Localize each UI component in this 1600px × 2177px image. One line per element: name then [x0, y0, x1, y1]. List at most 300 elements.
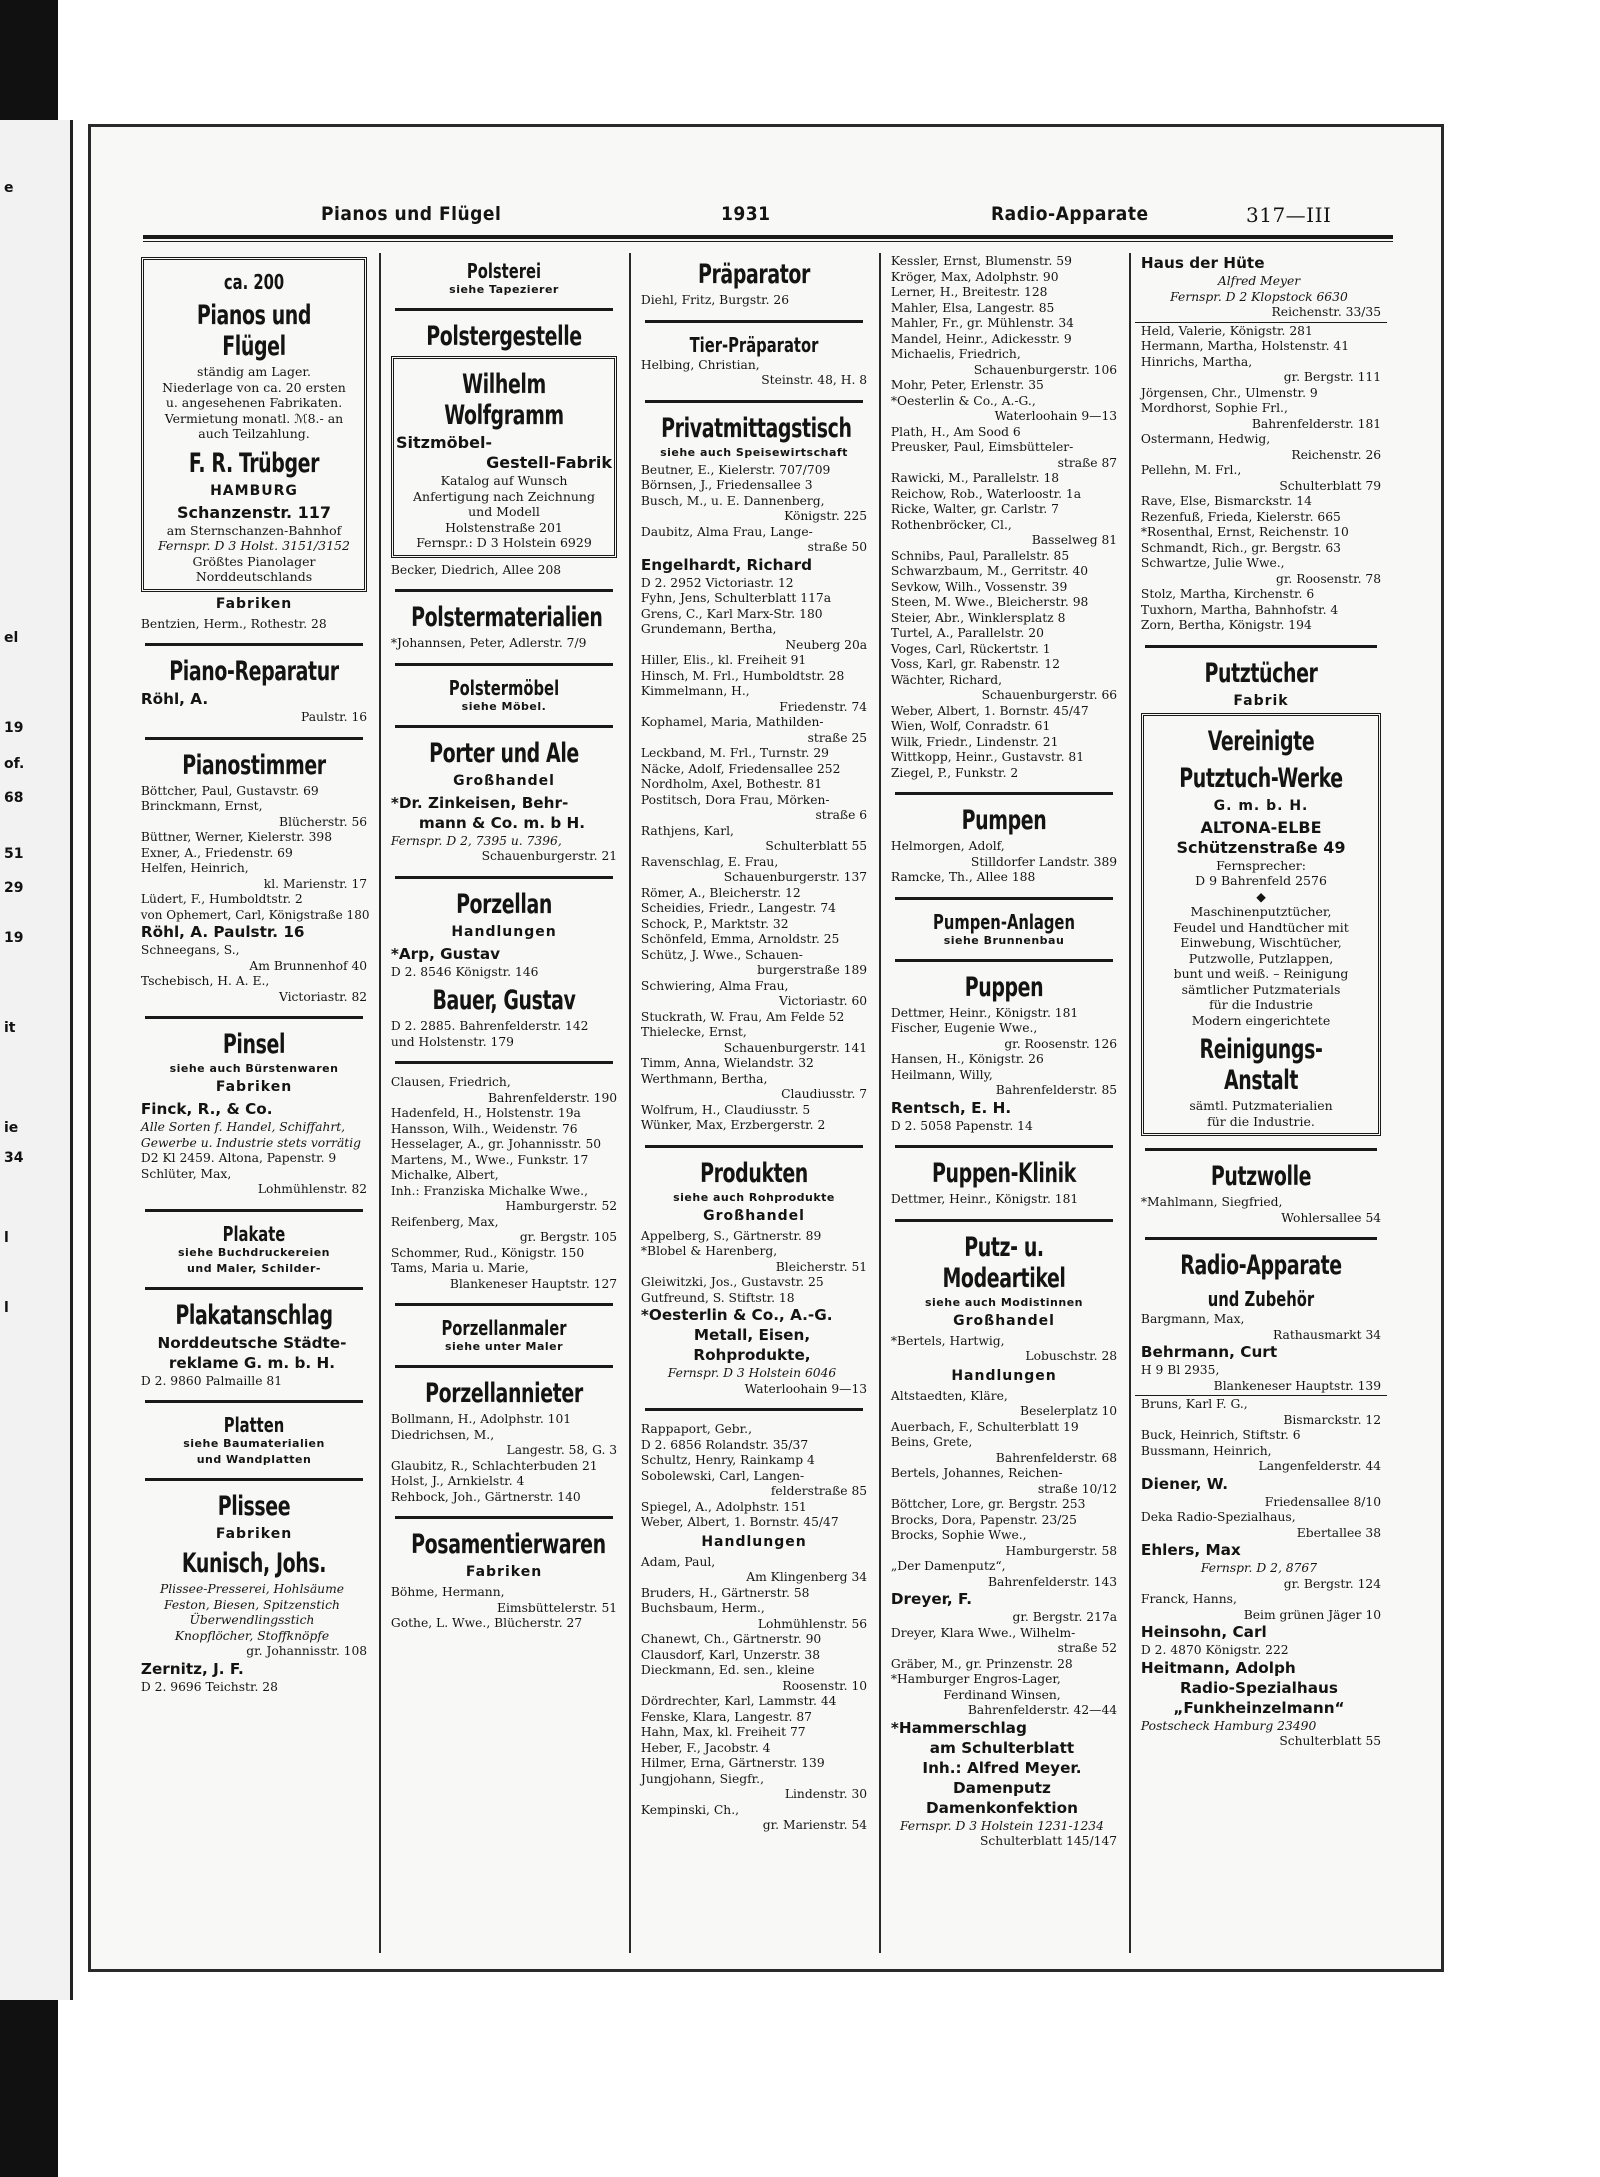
entry-line: Wohlersallee 54 [1281, 1209, 1382, 1225]
advert-line: Maschinenputztücher, [1190, 904, 1332, 919]
entry-line: Beutner, E., Kielerstr. 707/709 [640, 461, 831, 477]
section-label: Großhandel [453, 772, 555, 789]
entry-line: Rehbock, Joh., Gärtnerstr. 140 [390, 1488, 581, 1504]
entry-line: Feston, Biesen, Spitzenstich [164, 1596, 340, 1612]
entry-line: D 2. 9860 Palmaille 81 [140, 1372, 283, 1388]
entry-line: Martens, M., Wwe., Funkstr. 17 [390, 1151, 589, 1167]
bold-entry: *Dr. Zinkeisen, Behr- [390, 793, 569, 812]
rule [145, 1209, 363, 1212]
entry-line: Brocks, Dora, Papenstr. 23/25 [890, 1511, 1077, 1527]
entry-line: Schauenburgerstr. 137 [723, 869, 868, 884]
bold-entry: Inh.: Alfred Meyer. [922, 1758, 1082, 1777]
entry-line: Beins, Grete, [890, 1434, 973, 1449]
advert-line: ca. 200 [223, 270, 285, 294]
entry-line: Schommer, Rud., Königstr. 150 [390, 1244, 585, 1260]
category-heading: Porter und Ale [429, 737, 579, 769]
cross-reference: siehe unter Maler [444, 1340, 564, 1353]
rule [145, 1016, 363, 1019]
entry-line: Fernspr. D 2, 7395 u. 7396, [390, 832, 562, 848]
category-heading: Posamentierwaren [411, 1529, 606, 1560]
entry-line: Wilk, Friedr., Lindenstr. 21 [890, 733, 1059, 749]
bold-entry: *Oesterlin & Co., A.-G. [640, 1306, 833, 1324]
column-4 [885, 253, 1123, 1953]
entry-line: Schauenburgerstr. 141 [723, 1039, 868, 1055]
entry-line: Altstaedten, Kläre, [890, 1387, 1008, 1403]
bold-entry: Radio-Spezialhaus [1180, 1678, 1338, 1697]
entry-line: Rezenfuß, Frieda, Kielerstr. 665 [1140, 508, 1341, 524]
running-header [141, 203, 1391, 233]
rule [645, 400, 863, 403]
category-heading: Porzellannieter [425, 1378, 583, 1409]
facing-page-fragment: it [4, 1020, 16, 1036]
entry-line: Gewerbe u. Industrie stets vorrätig [140, 1134, 362, 1150]
entry-line: gr. Bergstr. 217a [1012, 1609, 1118, 1624]
entry-line: Fenske, Klara, Langestr. 87 [640, 1708, 812, 1724]
entry-line: Roosenstr. 10 [782, 1677, 868, 1693]
entry-line: Bahrenfelderstr. 190 [487, 1089, 618, 1105]
category-subheading: Porzellanmaler [441, 1316, 567, 1340]
advert-line: Schanzenstr. 117 [177, 502, 331, 522]
bold-entry: reklame G. m. b. H. [168, 1353, 336, 1372]
advert-line: Putzwolle, Putzlappen, [1188, 950, 1334, 966]
entry-line: straße 10/12 [1037, 1480, 1118, 1496]
entry-line: *Oesterlin & Co., A.-G., [890, 392, 1036, 408]
entry-line: Schulterblatt 145/147 [980, 1833, 1118, 1848]
entry-line: Ravenschlag, E. Frau, [640, 853, 779, 869]
entry-line: Timm, Anna, Wielandstr. 32 [640, 1055, 814, 1070]
cross-reference: siehe Buchdruckereien [177, 1245, 331, 1259]
header-rule-thin [143, 241, 1393, 242]
cross-reference: und Wandplatten [196, 1453, 312, 1466]
category-subheading: und Zubehör [1207, 1287, 1315, 1311]
column-2 [385, 253, 623, 1953]
entry-line: Schulterblatt 55 [1279, 1733, 1382, 1748]
entry-line: Tams, Maria u. Marie, [390, 1260, 529, 1275]
advert-line: ständig am Lager. [197, 364, 311, 379]
entry-line: Rawicki, M., Parallelstr. 18 [890, 470, 1060, 485]
column-5 [1135, 253, 1387, 1953]
bold-entry: Engelhardt, Richard [640, 555, 813, 574]
entry-line: Neuberg 20a [785, 636, 868, 652]
entry-line: Bahrenfelderstr. 42—44 [967, 1702, 1118, 1717]
entry-line: Dreyer, Klara Wwe., Wilhelm- [890, 1624, 1076, 1640]
rule [395, 308, 613, 311]
entry-line: Bollmann, H., Adolphstr. 101 [390, 1411, 572, 1426]
advert-line: und Modell [468, 504, 540, 519]
column-rule [379, 253, 381, 1953]
rule [645, 1408, 863, 1411]
page-number: 317—III [1246, 203, 1332, 227]
section-label: Fabriken [215, 1526, 293, 1542]
advertisement-box [1141, 713, 1381, 1137]
entry-line: Hansson, Wilh., Weidenstr. 76 [390, 1120, 578, 1136]
entry-line: Steier, Abr., Winklersplatz 8 [890, 609, 1066, 625]
entry-line: Bismarckstr. 12 [1283, 1411, 1382, 1427]
entry-line: Ostermann, Hedwig, [1140, 431, 1271, 446]
entry-line: Mahler, Fr., gr. Mühlenstr. 34 [890, 315, 1074, 330]
entry-line: Bleicherstr. 51 [775, 1258, 868, 1274]
entry-line: Friedensallee 8/10 [1264, 1493, 1382, 1509]
rule [395, 725, 613, 728]
entry-line: Kempinski, Ch., [640, 1801, 740, 1817]
entry-line: D 2. 8546 Königstr. 146 [390, 963, 539, 979]
advert-line: auch Teilzahlung. [198, 426, 310, 441]
entry-line: Turtel, A., Parallelstr. 20 [890, 625, 1044, 640]
category-heading: Radio-Apparate [1180, 1250, 1342, 1281]
entry-line: Hermann, Martha, Holstenstr. 41 [1140, 338, 1350, 353]
entry-line: Gothe, L. Wwe., Blücherstr. 27 [390, 1615, 583, 1630]
bold-entry: Behrmann, Curt [1140, 1343, 1278, 1361]
entry-line: Fyhn, Jens, Schulterblatt 117a [640, 590, 832, 605]
entry-line: Voss, Karl, gr. Rabenstr. 12 [890, 656, 1060, 671]
rule [895, 959, 1113, 962]
entry-line: Ebertallee 38 [1296, 1524, 1382, 1540]
advert-line: für die Industrie [1209, 997, 1313, 1012]
entry-line: Sobolewski, Carl, Langen- [640, 1467, 805, 1483]
entry-line: Brinckmann, Ernst, [140, 798, 263, 813]
entry-line: Deka Radio-Spezialhaus, [1140, 1509, 1296, 1524]
header-rule [143, 235, 1393, 239]
entry-line: Dettmer, Heinr., Königstr. 181 [890, 1004, 1079, 1020]
entry-line: Langenfelderstr. 44 [1258, 1458, 1382, 1473]
rule [395, 876, 613, 879]
advert-line: Pianos und Flügel [196, 300, 312, 362]
advertisement-box [391, 356, 617, 558]
entry-line: Wittkopp, Heinr., Gustavstr. 81 [890, 749, 1085, 764]
entry-line: Schwartze, Julie Wwe., [1140, 555, 1285, 570]
entry-line: Schneegans, S., [140, 942, 240, 957]
category-heading: Pianostimmer [182, 749, 326, 781]
entry-line: Lohmühlenstr. 82 [257, 1181, 368, 1196]
entry-line: Bargmann, Max, [1140, 1311, 1245, 1326]
bold-entry: Rohprodukte, [693, 1346, 811, 1364]
advert-line: Feudel und Handtücher mit [1173, 919, 1349, 935]
entry-line: Buchsbaum, Herm., [640, 1600, 765, 1615]
entry-line: Bertels, Johannes, Reichen- [890, 1465, 1063, 1480]
entry-line: Mahler, Elsa, Langestr. 85 [890, 299, 1055, 315]
entry-line: Stuckrath, W. Frau, Am Felde 52 [640, 1008, 845, 1024]
facing-page-fragment: l [4, 1230, 9, 1246]
entry-line: Clausdorf, Karl, Unzerstr. 38 [640, 1646, 821, 1662]
entry-line: gr. Bergstr. 124 [1283, 1575, 1382, 1591]
entry-line: Chanewt, Ch., Gärtnerstr. 90 [640, 1631, 822, 1646]
advert-line: für die Industrie. [1207, 1113, 1315, 1129]
section-label: Handlungen [951, 1367, 1057, 1384]
entry-line: Basselweg 81 [1031, 532, 1118, 547]
entry-line: Helbing, Christian, [640, 356, 760, 372]
advert-line: Fernsprecher: [1216, 857, 1306, 873]
entry-line: Mohr, Peter, Erlenstr. 35 [890, 377, 1044, 392]
entry-line: Franck, Hanns, [1140, 1591, 1237, 1606]
entry-line: Überwendlingsstich [189, 1612, 315, 1627]
entry-line: Weber, Albert, 1. Bornstr. 45/47 [890, 702, 1089, 718]
section-label: Fabriken [215, 1079, 293, 1095]
entry-line: Rathjens, Karl, [640, 822, 734, 838]
entry-line: Hadenfeld, H., Holstenstr. 19a [390, 1105, 581, 1120]
entry-line: Alle Sorten f. Handel, Schiffahrt, [140, 1119, 346, 1134]
rule [395, 1516, 613, 1519]
entry-line: Bahrenfelderstr. 143 [987, 1573, 1118, 1589]
category-heading: Plakatanschlag [175, 1299, 333, 1331]
entry-line: Held, Valerie, Königstr. 281 [1140, 322, 1313, 338]
category-subheading: Polstermöbel [448, 675, 560, 700]
entry-line: Brocks, Sophie Wwe., [890, 1527, 1027, 1542]
entry-line: Stolz, Martha, Kirchenstr. 6 [1140, 586, 1315, 601]
entry-line: Michalke, Albert, [390, 1167, 499, 1182]
cross-reference: siehe Möbel. [461, 699, 547, 713]
entry-line: Diehl, Fritz, Burgstr. 26 [640, 292, 790, 307]
entry-line: Schock, P., Marktstr. 32 [640, 915, 789, 931]
entry-line: Ricke, Walter, gr. Carlstr. 7 [890, 501, 1059, 516]
column-rule [1129, 253, 1131, 1953]
entry-line: Hamburgerstr. 52 [505, 1198, 618, 1213]
facing-page-fragment: 19 [4, 930, 24, 946]
advert-line: D 9 Bahrenfeld 2576 [1195, 873, 1327, 888]
facing-page-fragment: 19 [4, 720, 24, 736]
entry-line: Rave, Else, Bismarckstr. 14 [1140, 493, 1312, 508]
entry-line: Schulterblatt 79 [1279, 477, 1382, 493]
rule [895, 897, 1113, 900]
entry-line: *Mahlmann, Siegfried, [1140, 1194, 1283, 1209]
header-left: Pianos und Flügel [321, 203, 502, 225]
entry-line: Reichow, Rob., Waterloostr. 1a [890, 485, 1082, 501]
entry-line: D 2. 4870 Königstr. 222 [1140, 1642, 1289, 1657]
entry-line: Dieckmann, Ed. sen., kleine [640, 1662, 815, 1677]
bold-entry: Haus der Hüte [1140, 254, 1265, 272]
advert-line: Gestell-Fabrik [486, 453, 612, 472]
entry-line: Langestr. 58, G. 3 [506, 1442, 618, 1457]
entry-line: Schultz, Henry, Rainkamp 4 [640, 1452, 815, 1467]
facing-page-fragment: 34 [4, 1150, 24, 1166]
category-subheading: Pumpen-Anlagen [933, 909, 1075, 934]
entry-line: Wien, Wolf, Conradstr. 61 [890, 718, 1051, 733]
advert-line: Sitzmöbel- [396, 433, 493, 452]
entry-line: felderstraße 85 [770, 1483, 868, 1498]
category-heading: Plissee [217, 1491, 291, 1522]
advert-line: F. R. Trübger [188, 447, 320, 479]
facing-page-fragment: l [4, 1300, 9, 1316]
bold-entry: Diener, W. [1140, 1474, 1229, 1493]
entry-line: Gleiwitzki, Jos., Gustavstr. 25 [640, 1274, 824, 1289]
entry-line: Schauenburgerstr. 106 [973, 361, 1118, 377]
rule [1145, 645, 1377, 648]
facing-page-fragment: el [4, 630, 19, 646]
entry-line: Hesselager, A., gr. Johannisstr. 50 [390, 1136, 602, 1151]
entry-line: straße 6 [815, 807, 868, 822]
entry-line: Blankeneser Hauptstr. 127 [449, 1275, 618, 1291]
advert-line: Fernspr. D 3 Holst. 3151/3152 [158, 538, 350, 553]
entry-line: Schwiering, Alma Frau, [640, 977, 789, 993]
entry-line: Glaubitz, R., Schlachterbuden 21 [390, 1457, 598, 1473]
entry-line: Tschebisch, H. A. E., [140, 973, 270, 988]
entry-line: Kophamel, Maria, Mathilden- [640, 714, 824, 729]
facing-page-fragment: 29 [4, 880, 24, 896]
advert-line: Modern eingerichtete [1191, 1012, 1331, 1028]
entry-line: Postscheck Hamburg 23490 [1140, 1717, 1317, 1733]
entry-line: Hilmer, Erna, Gärtnerstr. 139 [640, 1755, 825, 1770]
section-label: Fabriken [465, 1564, 543, 1580]
entry-line: Helfen, Heinrich, [140, 860, 249, 875]
entry-line: Exner, A., Friedenstr. 69 [140, 844, 293, 860]
category-heading: Piano-Reparatur [169, 656, 339, 687]
category-heading: Puppen [964, 971, 1044, 1003]
entry-line: Rothenbröcker, Cl., [890, 516, 1012, 532]
entry-line: gr. Roosenstr. 78 [1276, 570, 1382, 586]
advert-line: Putztuch-Werke [1179, 762, 1343, 794]
entry-line: burgerstraße 189 [757, 962, 868, 977]
entry-line: gr. Johannisstr. 108 [246, 1643, 368, 1658]
entry-line: D 2. 6856 Rolandstr. 35/37 [640, 1436, 809, 1452]
cross-reference: und Maler, Schilder- [187, 1261, 321, 1275]
entry-line: Nordholm, Axel, Bothestr. 81 [640, 776, 823, 791]
entry-line: Daubitz, Alma Frau, Lange- [640, 523, 813, 539]
entry-line: Ramcke, Th., Allee 188 [890, 869, 1036, 884]
bold-entry: „Funkheinzelmann“ [1173, 1698, 1345, 1717]
entry-line: Paulstr. 16 [300, 709, 368, 724]
entry-line: Postitsch, Dora Frau, Mörken- [640, 791, 830, 807]
entry-line: Blücherstr. 56 [279, 813, 368, 829]
rule [395, 1365, 613, 1368]
advert-line: sämtl. Putzmaterialien [1189, 1098, 1333, 1113]
entry-line: Sevkow, Wilh., Vossenstr. 39 [890, 578, 1068, 594]
entry-line: Friedenstr. 74 [779, 698, 868, 714]
entry-line: Diedrichsen, M., [390, 1426, 495, 1442]
entry-line: Fernspr. D 2 Klopstock 6630 [1170, 288, 1348, 304]
advert-line: Vereinigte [1207, 725, 1315, 757]
entry-line: Reichenstr. 26 [1291, 446, 1382, 462]
rule [395, 589, 613, 592]
category-heading: Putz- u. Modeartikel [942, 1231, 1066, 1294]
section-label: Handlungen [701, 1533, 807, 1550]
entry-line: Appelberg, S., Gärtnerstr. 89 [640, 1227, 822, 1243]
entry-line: Fernspr. D 3 Holstein 6046 [667, 1365, 837, 1380]
entry-line: Ferdinand Winsen, [943, 1686, 1061, 1702]
facing-page-fragment: of. [4, 756, 25, 772]
entry-line: Bruders, H., Gärtnerstr. 58 [640, 1584, 810, 1600]
entry-line: Kessler, Ernst, Blumenstr. 59 [890, 253, 1072, 268]
rule [1145, 1237, 1377, 1240]
entry-line: Rappaport, Gebr., [640, 1421, 752, 1436]
entry-line: D 2. 9696 Teichstr. 28 [140, 1678, 278, 1694]
facing-page-fragment: 68 [4, 790, 24, 806]
rule [1145, 1148, 1377, 1151]
entry-line: straße 87 [1057, 454, 1118, 470]
bold-entry: Ehlers, Max [1140, 1541, 1241, 1559]
category-heading: Pumpen [961, 805, 1047, 836]
entry-line: Bruns, Karl F. G., [1140, 1396, 1248, 1411]
category-subheading: Polsterei [466, 259, 542, 283]
entry-line: Reichenstr. 33/35 [1271, 304, 1382, 319]
entry-line: Alfred Meyer [1217, 273, 1301, 288]
category-heading: Putztücher [1204, 657, 1318, 689]
entry-line: Plissee-Presserei, Hohlsäume [159, 1581, 344, 1596]
entry-line: straße 52 [1057, 1640, 1118, 1655]
entry-line: Stilldorfer Landstr. 389 [970, 853, 1118, 869]
entry-line: Inh.: Franziska Michalke Wwe., [390, 1182, 588, 1198]
header-year: 1931 [721, 203, 771, 225]
entry-line: Näcke, Adolf, Friedensallee 252 [640, 760, 841, 776]
advert-line: Vermietung monatl. ℳ8.- an [164, 410, 344, 426]
entry-line: Gräber, M., gr. Prinzenstr. 28 [890, 1655, 1073, 1671]
column-1 [135, 253, 373, 1953]
entry-line: Buck, Heinrich, Stiftstr. 6 [1140, 1427, 1301, 1442]
entry-line: Adam, Paul, [640, 1553, 716, 1569]
entry-line: Wächter, Richard, [890, 671, 1003, 687]
cross-reference: siehe auch Modistinnen [924, 1295, 1083, 1309]
entry-line: Grundemann, Bertha, [640, 621, 777, 636]
advert-line: Katalog auf Wunsch [440, 473, 568, 488]
entry-line: D 2. 2885. Bahrenfelderstr. 142 [390, 1018, 589, 1033]
entry-line: Fischer, Eugenie Wwe., [890, 1020, 1038, 1035]
rule [145, 1400, 363, 1403]
category-subheading: Tier-Präparator [689, 332, 819, 357]
entry-line: kl. Marienstr. 17 [263, 875, 368, 891]
entry-line: Steinstr. 48, H. 8 [761, 372, 868, 387]
entry-line: Fernspr. D 2, 8767 [1200, 1560, 1318, 1575]
facing-page-fragment: e [4, 180, 14, 196]
bold-entry: Damenputz [953, 1778, 1051, 1797]
advert-line: HAMBURG [210, 482, 298, 499]
bold-entry: Finck, R., & Co. [140, 1100, 273, 1118]
entry-line: Michaelis, Friedrich, [890, 346, 1021, 361]
entry-line: Am Brunnenhof 40 [249, 957, 368, 973]
bold-entry: Röhl, A. [140, 690, 209, 708]
entry-line: Becker, Diedrich, Allee 208 [390, 561, 562, 577]
rule [145, 1478, 363, 1481]
entry-line: Böhme, Hermann, [390, 1584, 505, 1599]
bold-entry: Metall, Eisen, [693, 1326, 811, 1344]
bold-entry: Heitmann, Adolph [1140, 1658, 1296, 1677]
column-rule [629, 253, 631, 1953]
entry-line: D2 Kl 2459. Altona, Papenstr. 9 [140, 1150, 337, 1165]
entry-line: gr. Bergstr. 105 [519, 1229, 618, 1244]
entry-line: Fernspr. D 3 Holstein 1231-1234 [900, 1817, 1104, 1833]
entry-line: *Blobel & Harenberg, [640, 1243, 778, 1258]
rule [895, 1145, 1113, 1148]
entry-line: *Hamburger Engros-Lager, [890, 1671, 1061, 1686]
entry-line: Gutfreund, S. Stiftstr. 18 [640, 1289, 795, 1305]
entry-line: D 2. 2952 Victoriastr. 12 [640, 574, 794, 590]
entry-line: Claudiusstr. 7 [781, 1086, 868, 1101]
directory-page [88, 124, 1444, 1972]
entry-line: Waterloohain 9—13 [994, 408, 1118, 423]
entry-line: Waterloohain 9—13 [744, 1380, 868, 1396]
advert-line: am Sternschanzen-Bahnhof [166, 522, 342, 538]
advert-line: Norddeutschlands [195, 569, 313, 584]
advert-line: G. m. b. H. [1213, 797, 1309, 814]
advert-line: u. angesehenen Fabrikaten. [165, 395, 343, 410]
advert-line: Reinigungs-Anstalt [1199, 1034, 1323, 1096]
entry-line: Voges, Carl, Rückertstr. 1 [890, 640, 1051, 656]
entry-line: Börnsen, J., Friedensallee 3 [640, 477, 813, 492]
advert-line: sämtlicher Putzmaterials [1181, 981, 1341, 997]
entry-line: Hansen, H., Königstr. 26 [890, 1051, 1044, 1066]
entry-line: Jungjohann, Siegfr., [640, 1770, 764, 1786]
entry-line: und Holstenstr. 179 [390, 1033, 515, 1049]
entry-line: Wolfrum, H., Claudiusstr. 5 [640, 1101, 811, 1117]
entry-line: Eimsbüttelerstr. 51 [497, 1599, 618, 1615]
entry-line: Kimmelmann, H., [640, 683, 750, 698]
entry-line: Hiller, Elis., kl. Freiheit 91 [640, 652, 807, 667]
bold-entry: *Arp, Gustav [390, 944, 501, 963]
category-heading: Präparator [697, 259, 811, 290]
rule [145, 643, 363, 646]
advert-line: Wilhelm Wolfgramm [444, 369, 564, 431]
section-label: Großhandel [703, 1207, 805, 1224]
entry-line: Dördrechter, Karl, Lammstr. 44 [640, 1693, 837, 1708]
entry-line: Victoriastr. 82 [278, 988, 368, 1004]
entry-line: Holst, J., Arnkielstr. 4 [390, 1473, 525, 1488]
